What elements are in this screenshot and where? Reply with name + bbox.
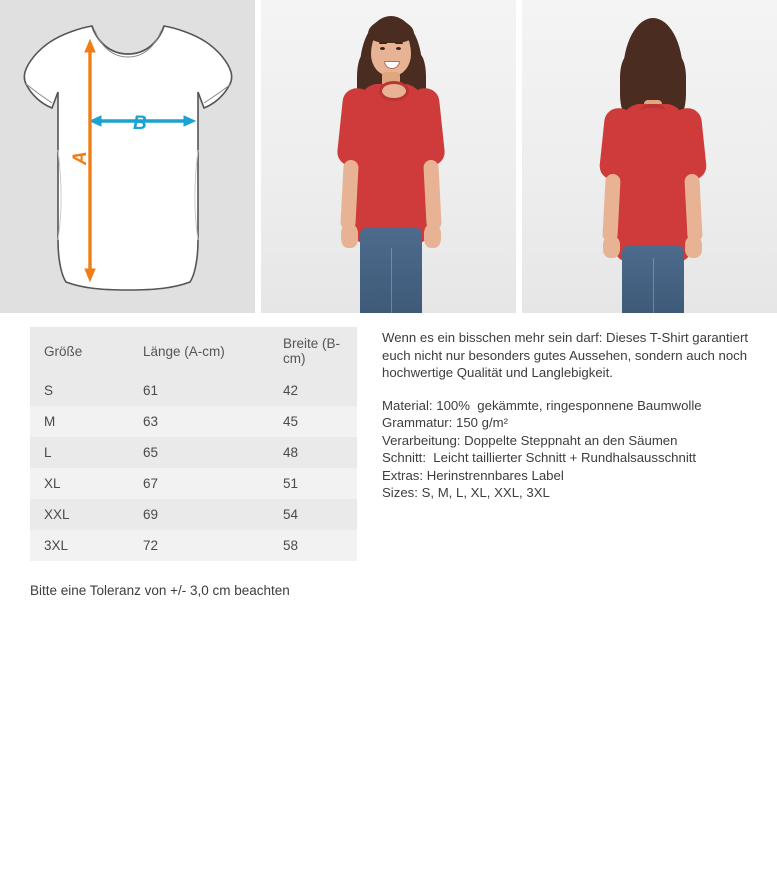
- cell-size: S: [30, 375, 129, 406]
- eyebrow-left: [379, 42, 387, 44]
- cell-width: 51: [269, 468, 357, 499]
- spec-sizes: Sizes: S, M, L, XL, XXL, 3XL: [382, 485, 550, 500]
- tolerance-note: Bitte eine Toleranz von +/- 3,0 cm beachten: [30, 583, 290, 598]
- jeans-seam: [391, 248, 392, 313]
- column-header-width: Breite (B-cm): [269, 327, 357, 375]
- hair-front: [368, 19, 414, 43]
- table-row: [30, 437, 357, 468]
- cell-width: 58: [269, 530, 357, 561]
- eye-right: [396, 47, 401, 50]
- diagram-label-b: B: [133, 113, 147, 134]
- column-header-length: Länge (A-cm): [129, 327, 269, 375]
- table-row: [30, 375, 357, 406]
- hand-right: [424, 224, 441, 248]
- cell-size: XXL: [30, 499, 129, 530]
- diagram-label-a: A: [70, 151, 91, 165]
- cell-length: 63: [129, 406, 269, 437]
- product-image-strip: [0, 0, 777, 313]
- tshirt-outline-icon: [0, 0, 255, 313]
- spec-verarbeitung: Verarbeitung: Doppelte Steppnaht an den Säumen: [382, 432, 678, 448]
- table-row: [30, 468, 357, 499]
- column-header-size: Größe: [30, 327, 129, 375]
- cell-length: 69: [129, 499, 269, 530]
- spec-extras: Extras: Herinstrennbares Label: [382, 467, 564, 483]
- cell-size: L: [30, 437, 129, 468]
- eye-left: [380, 47, 385, 50]
- table-row: [30, 499, 357, 530]
- cell-length: 72: [129, 530, 269, 561]
- hand-left: [341, 224, 358, 248]
- spec-grammatur: Grammatur: 150 g/m²: [382, 415, 509, 430]
- spec-schnitt: Schnitt: Leicht taillierter Schnitt + Rundhalsausschnitt: [382, 450, 697, 465]
- table-row: [30, 406, 357, 437]
- hand-left: [603, 236, 620, 258]
- eyebrow-right: [395, 42, 403, 44]
- cell-size: XL: [30, 468, 129, 499]
- model-front-figure: [261, 0, 516, 313]
- cell-width: 45: [269, 406, 357, 437]
- size-table: [30, 327, 357, 561]
- hand-right: [685, 236, 702, 258]
- cell-width: 48: [269, 437, 357, 468]
- table-header-row: [30, 327, 357, 375]
- cell-size: 3XL: [30, 530, 129, 561]
- description-spacer: [382, 382, 752, 397]
- measurement-diagram: [0, 0, 255, 313]
- product-description: [357, 327, 752, 561]
- cell-width: 54: [269, 499, 357, 530]
- photo-model-back: [522, 0, 777, 313]
- collar-back: [640, 104, 666, 118]
- cell-length: 61: [129, 375, 269, 406]
- details-section: [0, 313, 777, 561]
- cell-length: 65: [129, 437, 269, 468]
- spec-material: Material: 100% gekämmte, ringesponnene Baumwolle: [382, 397, 702, 413]
- size-table-wrapper: [0, 327, 357, 561]
- cell-length: 67: [129, 468, 269, 499]
- cell-width: 42: [269, 375, 357, 406]
- photo-model-front: [261, 0, 516, 313]
- table-row: [30, 530, 357, 561]
- model-back-figure: [522, 0, 777, 313]
- collar-front: [379, 81, 409, 101]
- description-intro: Wenn es ein bisschen mehr sein darf: Dieses T-Shirt garantiert euch nicht nur besonders gutes Aussehen, sondern auch noch hochwertige Qualität und Langlebigkeit.: [382, 330, 749, 380]
- cell-size: M: [30, 406, 129, 437]
- jeans-seam: [653, 258, 654, 313]
